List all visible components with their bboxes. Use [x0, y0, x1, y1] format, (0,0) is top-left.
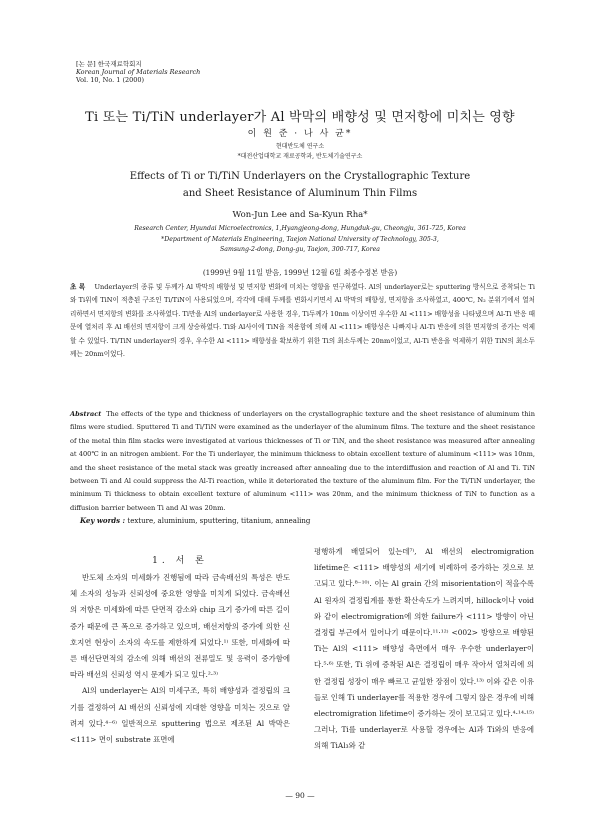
keywords-label: Key words : [80, 516, 126, 525]
affiliation-english-1: Research Center, Hyundai Microelectronics, 1,Hyangjeong-dong, Hungduk-gu, Cheongju, 361-725, Korea [134, 225, 466, 232]
journal-header [76, 60, 200, 84]
journal-volume: Vol. 10, No. 1 (2000) [76, 76, 145, 84]
title-english-line-1: Effects of Ti or Ti/TiN Underlayers on the Crystallographic Texture [129, 171, 471, 182]
abstract-english-text: The effects of the type and thickness of underlayers on the crystallographic texture and the sheet resistance of aluminum thin films were studied. Sputtered Ti and Ti/TiN were examined as the underlayer of the aluminum films. The texture and the sheet resistance of the metal thin film stacks were investigated at various thicknesses of Ti or TiN, and the sheet resistance was measured after annealing at 400℃ in an nitrogen ambient. For the Ti underlayer, the minimum thickness to obtain excellent texture of aluminum <111> was 10nm, and the sheet resistance of the metal stack was greatly increased after annealing due to the interdiffusion and reaction of Al and Ti. TiN between Ti and Al could suppress the Al-Ti reaction, while it deteriorated the texture of the aluminum film. For the Ti/TiN underlayer, the minimum Ti thickness to obtain excellent texture of aluminum <111> was 20nm, and the minimum thickness of TiN to function as a diffusion barrier between Ti and Al was 20nm. [70, 410, 535, 512]
affiliation-korean-2: *대전산업대학교 재료공학과, 반도체기술연구소 [237, 153, 363, 160]
title-english [0, 168, 600, 202]
keywords-text: texture, aluminium, sputtering, titanium, annealing [127, 517, 311, 525]
abstract-korean-label: 초 록 [70, 283, 86, 291]
body-paragraph: 평행하게 배열되어 있는데⁷⁾, Al 배선의 electromigration lifetime은 <111> 배향성의 세기에 비례하여 증가하는 것으로 보고되고 있다.⁸⁻¹⁰⁾. 이는 Al grain 간의 misorientation이 적을수록 Al 원자의 결정립계를 통한 확산속도가 느려지며, hillock이나 void와 같이 electromigration에 의한 failure가 <111> 방향이 아닌 결정립 부근에서 일어나기 때문이다.¹¹·¹²⁾ <002> 방향으로 배향된 Ti는 Al의 <111> 배향성 측면에서 매우 우수한 underlayer이다.⁵·⁶⁾ 또한, Ti 위에 증착된 Al은 결정립이 매우 작아서 열처리에 의한 결정립 성장이 매우 빠르고 균일한 장점이 있다.¹³⁾ 이와 같은 이유들로 인해 Ti underlayer를 적용한 경우에 그렇지 않은 경우에 비해 electromigration lifetime이 증가하는 것이 보고되고 있다.⁴·¹⁴·¹⁵⁾ 그러나, Ti를 underlayer로 사용할 경우에는 Al과 Ti와의 반응에 의해 TiAl₃와 같 [314, 547, 534, 751]
title-korean: Ti 또는 Ti/TiN underlayer가 Al 박막의 배향성 및 면저항에 미치는 영향 [85, 110, 515, 125]
abstract-english-label: Abstract [70, 410, 102, 418]
received-date: (1999년 9월 11일 받음, 1999년 12월 6일 최종수정본 받음) [202, 268, 398, 277]
title-english-line-2: and Sheet Resistance of Aluminum Thin Films [182, 188, 418, 199]
page-number: — 90 — [285, 791, 315, 800]
abstract-english [70, 408, 535, 515]
authors-english: Won-Jun Lee and Sa-Kyun Rha* [232, 210, 368, 220]
journal-name-ko: [논 문] 한국재료학회지 [76, 60, 142, 68]
section-heading-introduction: 1. 서 론 [152, 556, 208, 566]
abstract-korean-text: Underlayer의 종류 및 두께가 Al 박막의 배향성 및 면저항 변화에 미치는 영향을 연구하였다. Al의 underlayer로는 sputtering 방식으로 증착되는 Ti와 Ti위에 TiN이 적층된 구조인 Ti/TiN이 사용되었으며, 각각에 대해 두께를 변화시키면서 Al 박막의 배향성, 면저항을 조사하였고, 400℃, N₂ 분위기에서 열처리하면서 면저항의 변화를 조사하였다. Ti만을 Al의 underlayer로 사용한 경우, Ti두께가 10nm 이상이면 우수한 Al <111> 배향성을 나타냈으며 Al-Ti 반응 때문에 열처리 후 Al 배선의 면저항이 크게 상승하였다. Ti와 Al사이에 TiN을 적용함에 의해 Al <111> 배향성은 나빠지나 Al-Ti 반응에 의한 면저항의 증가는 억제할 수 있었다. Ti/TiN underlayer의 경우, 우수한 Al <111> 배향성을 확보하기 위한 Ti의 최소두께는 20nm이었고, Al-Ti 반응을 억제하기 위한 TiN의 최소두께는 20nm이었다. [70, 283, 535, 359]
abstract-korean [70, 281, 535, 361]
body-paragraph: Al의 underlayer는 Al의 미세구조, 특히 배향성과 결정립의 크기를 결정하여 Al 배선의 신뢰성에 지대한 영향을 미치는 것으로 알려져 있다.⁴⁻⁶⁾ 일반적으로 sputtering 법으로 제조된 Al 박막은 <111> 면이 substrate 표면에 [70, 686, 290, 745]
affiliations-english [0, 224, 600, 256]
affiliation-korean-1: 현대반도체 연구소 [275, 143, 325, 150]
affiliation-english-3: Samsung-2-dong, Dong-gu, Taejon, 300-717, Korea [220, 246, 380, 253]
body-paragraph: 반도체 소자의 미세화가 진행됨에 따라 금속배선의 특성은 반도체 소자의 성능과 신뢰성에 중요한 영향을 미치게 되었다. 금속배선의 저항은 미세화에 따른 단면적 감소와 chip 크기 증가에 따른 길이 증가 때문에 큰 폭으로 증가하고 있으며, 배선저항의 증가에 의한 신호지연 현상이 소자의 속도를 제한하게 되었다.¹⁾ 또한, 미세화에 따른 배선단면적의 감소에 의해 배선의 전류밀도 및 응력이 증가함에 따라 배선의 신뢰성 역시 문제가 되고 있다.²·³⁾ [70, 573, 290, 680]
affiliation-english-2: *Department of Materials Engineering, Taejon National University of Technology, 305-3, [161, 235, 439, 243]
body-column-right [314, 544, 534, 755]
journal-name-en: Korean Journal of Materials Research [76, 68, 201, 76]
keywords [80, 516, 535, 525]
authors-korean: 이 원 준 · 나 사 균* [247, 129, 353, 139]
body-column-left [70, 570, 290, 748]
